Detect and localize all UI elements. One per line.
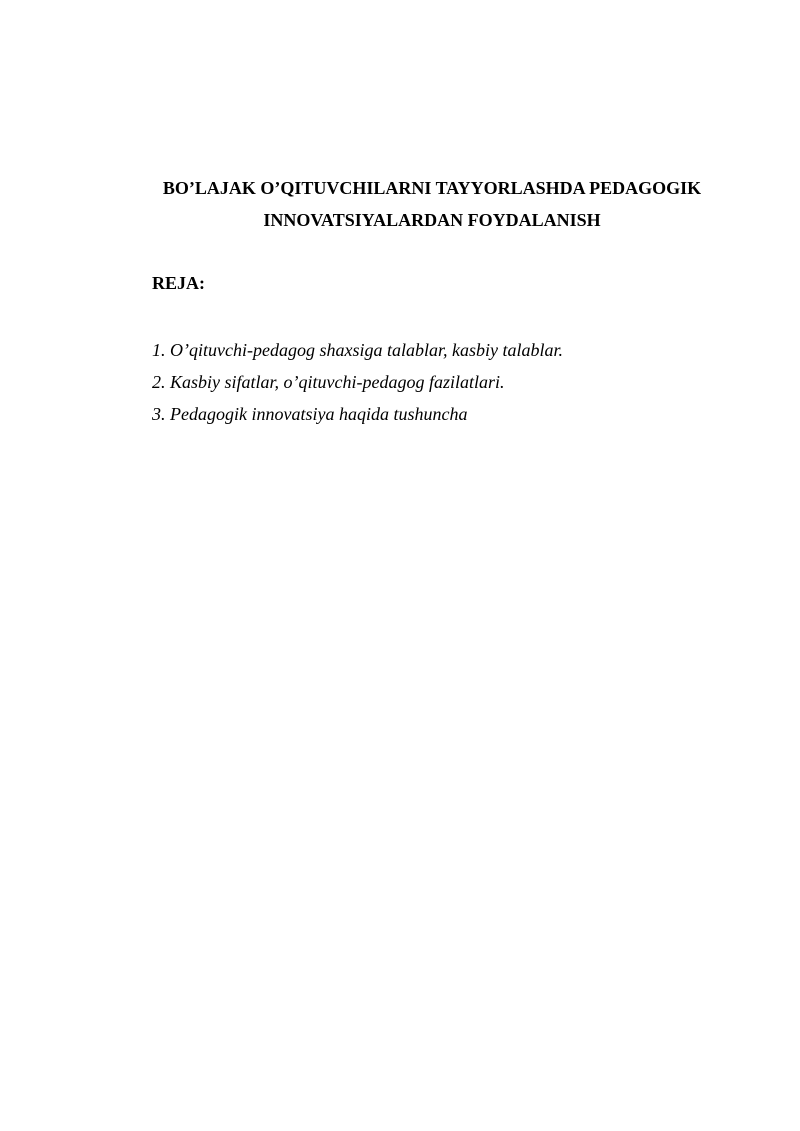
document-title <box>120 172 744 236</box>
plan-item-1: 1. O’qituvchi-pedagog shaxsiga talablar, kasbiy talablar. <box>152 340 563 360</box>
title-line-2: INNOVATSIYALARDAN FOYDALANISH <box>263 210 601 230</box>
plan-list <box>152 334 752 430</box>
plan-heading: REJA: <box>152 273 205 293</box>
plan-item-2: 2. Kasbiy sifatlar, o’qituvchi-pedagog fazilatlari. <box>152 372 505 392</box>
plan-item-3: 3. Pedagogik innovatsiya haqida tushuncha <box>152 404 468 424</box>
title-line-1: BO’LAJAK O’QITUVCHILARNI TAYYORLASHDA PEDAGOGIK <box>162 178 702 198</box>
